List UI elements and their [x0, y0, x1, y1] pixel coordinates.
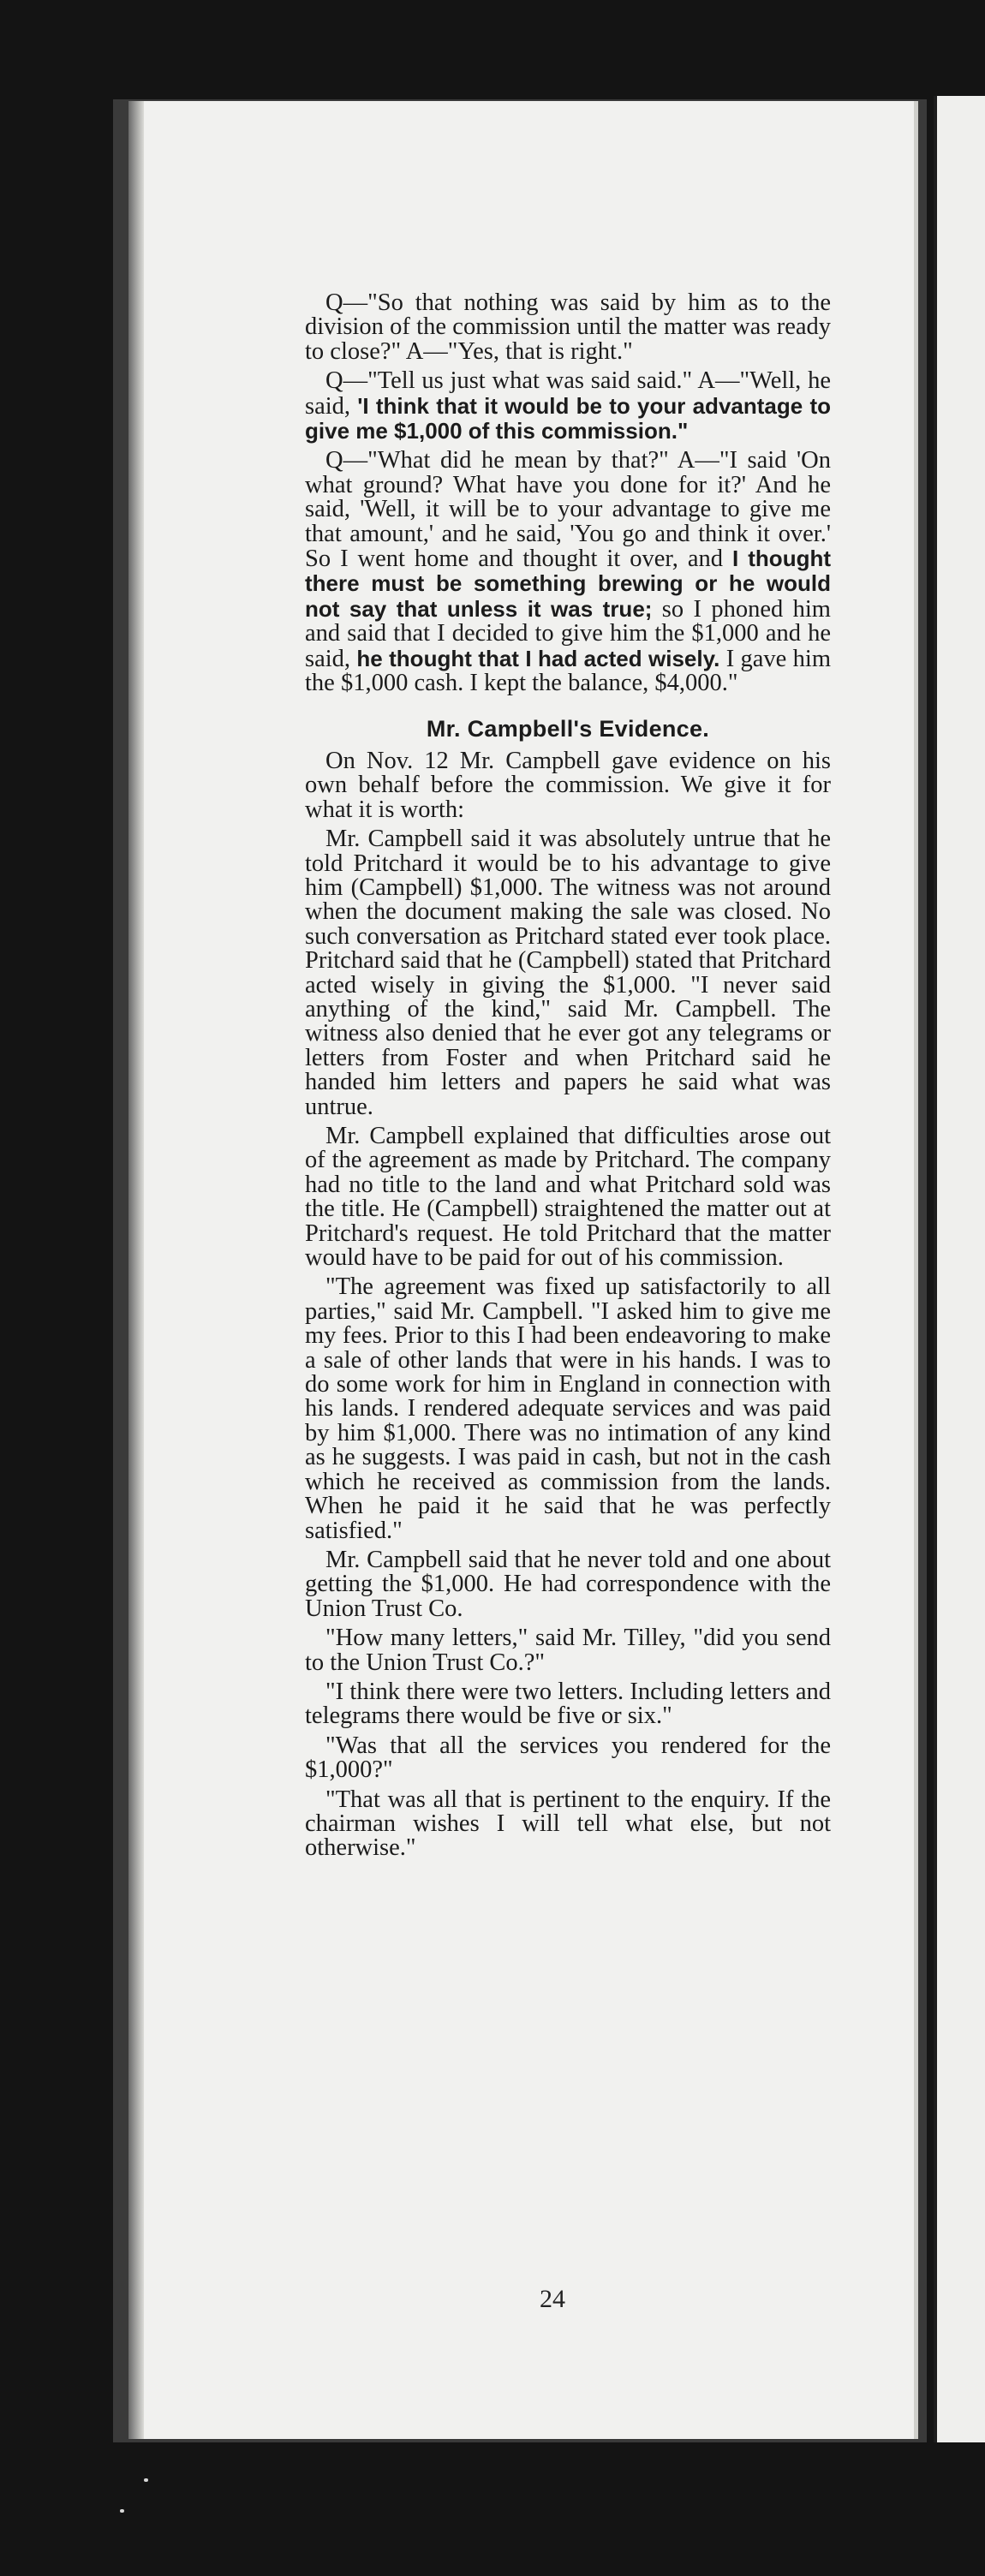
- page-number: 24: [540, 2285, 565, 2313]
- emphasized-text: 'I think that it would be to your advantage to give me $1,000 of this commission.": [305, 392, 831, 444]
- section-heading: Mr. Campbell's Evidence.: [426, 715, 710, 742]
- paragraph-text: "I think there were two letters. Including letters and telegrams there would be five or six.": [305, 1678, 831, 1730]
- paragraph-text: Q—"So that nothing was said by him as to the division of the commission until the matter was ready to close?" A—"Yes, that is right.": [305, 289, 831, 365]
- page-binding-edge: [128, 101, 144, 2439]
- paragraph-text: so I phoned him and said that I decided to give him the $1,000 and he said,: [305, 595, 831, 672]
- paragraph-text: On Nov. 12 Mr. Campbell gave evidence on his own behalf before the commission. We give it for what it is worth:: [305, 747, 831, 823]
- article-text-column: [305, 291, 831, 1866]
- paragraph-text: "The agreement was fixed up satisfactorily to all parties," said Mr. Campbell. "I asked him to give me my fees. Prior to this I had been endeavoring to make a sale of other lands that were in his hands. I was to do some work for him in England in connection with his lands. I rendered adequate services and was paid by him $1,000. There was no intimation of any kind as he suggests. I was paid in cash, but not in the cash which he received as commission from the lands. When he paid it he said that he was perfectly satisfied.": [305, 1273, 831, 1544]
- adjacent-page-edge: [934, 96, 985, 2442]
- paragraph-text: "Was that all the services you rendered for the $1,000?": [305, 1732, 831, 1784]
- paragraph: [305, 1734, 831, 1783]
- paragraph-text: Mr. Campbell said that he never told and one about getting the $1,000. He had correspondence with the Union Trust Co.: [305, 1546, 831, 1622]
- paragraph: [305, 749, 831, 822]
- paragraph-text: "That was all that is pertinent to the enquiry. If the chairman wishes I will tell what else, but not otherwise.": [305, 1786, 831, 1862]
- paragraph-text: "How many letters," said Mr. Tilley, "did you send to the Union Trust Co.?": [305, 1625, 831, 1676]
- paragraph: [305, 369, 831, 444]
- paragraph-text: Mr. Campbell explained that difficulties arose out of the agreement as made by Pritchard. The company had no title to the land and what Pritchard sold was the title. He (Campbell) straightened the matter out at Pritchard's request. He told Pritchard that the matter would have to be paid for out of his commission.: [305, 1123, 831, 1272]
- emphasized-text: I thought there must be something brewing or he would not say that unless it was true;: [305, 546, 831, 622]
- paragraph: [305, 1548, 831, 1621]
- paragraph-text: Q—"Tell us just what was said said." A—"Well, he said,: [305, 367, 831, 420]
- paragraph: [305, 291, 831, 364]
- paragraph-text: I gave him the $1,000 cash. I kept the balance, $4,000.": [305, 645, 831, 697]
- scan-speck: [144, 2478, 148, 2482]
- paragraph-text: Q—"What did he mean by that?" A—"I said 'On what ground? What have you done for it?' And he said, 'Well, it will be to your advantage to give me that amount,' and he said, 'You go and think it over.' So I went home and thought it over, and: [305, 447, 831, 573]
- paragraph-text: Mr. Campbell said it was absolutely untrue that he told Pritchard it would be to his advantage to give him (Campbell) $1,000. The witness was not around when the document making the sale was closed. No such conversation as Pritchard stated ever took place. Pritchard said that he (Campbell) stated that Pritchard acted wisely in giving the $1,000. "I never said anything of the kind," said Mr. Campbell. The witness also denied that he ever got any telegrams or letters from Foster and when Pritchard said he handed him letters and papers he said what was untrue.: [305, 826, 831, 1120]
- paragraph: [305, 449, 831, 695]
- paragraph: [305, 1626, 831, 1675]
- scan-speck: [120, 2509, 124, 2513]
- testimony-paragraphs: [305, 291, 831, 696]
- paragraph: [305, 827, 831, 1119]
- emphasized-text: he thought that I had acted wisely.: [356, 645, 720, 671]
- paragraph: [305, 1124, 831, 1270]
- paragraph: [305, 1788, 831, 1861]
- paragraph: [305, 1275, 831, 1542]
- paragraph: [305, 1680, 831, 1729]
- evidence-paragraphs: [305, 749, 831, 1861]
